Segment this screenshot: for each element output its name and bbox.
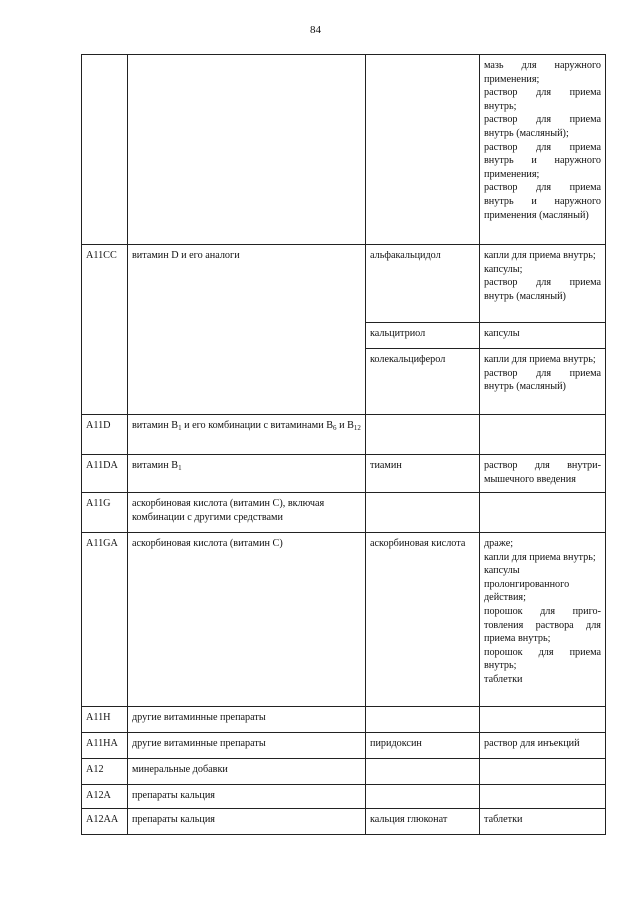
page-number: 84 — [310, 24, 321, 36]
group-cell — [128, 455, 366, 493]
atc-code-cell: A11G — [82, 493, 128, 533]
atc-code-cell: A11CC — [82, 245, 128, 415]
drug-cell — [366, 493, 480, 533]
drug-cell: кальция глюконат — [366, 809, 480, 835]
atc-code-cell: A12 — [82, 759, 128, 785]
drug-cell: аскорбиновая кислота — [366, 533, 480, 707]
form-line: капсулы — [484, 328, 520, 339]
forms-cell — [480, 809, 606, 835]
drug-cell: альфакальцидол — [366, 245, 480, 323]
form-line: раствор для приема внутрь; — [484, 87, 601, 112]
subscript: 1 — [178, 424, 182, 432]
atc-code-cell: A11DA — [82, 455, 128, 493]
forms-cell — [480, 55, 606, 245]
form-line: таблетки — [484, 673, 523, 685]
group-cell — [128, 55, 366, 245]
atc-code-cell: A11GA — [82, 533, 128, 707]
table-row — [82, 455, 606, 493]
table-row — [82, 809, 606, 835]
form-line: капли для приема внутрь; — [484, 250, 596, 261]
group-cell: аскорбиновая кислота (витамин С), включая комбинации с другими средствами — [128, 493, 366, 533]
table-row — [82, 759, 606, 785]
table-row — [82, 533, 606, 707]
table-row — [82, 245, 606, 323]
group-cell: другие витаминные препараты — [128, 733, 366, 759]
group-cell — [128, 415, 366, 455]
forms-cell — [480, 349, 606, 415]
forms-cell — [480, 707, 606, 733]
subscript: 12 — [353, 424, 361, 432]
subscript: 6 — [333, 424, 337, 432]
forms-cell — [480, 785, 606, 809]
drug-cell: кальцитриол — [366, 323, 480, 349]
group-cell: витамин D и его аналоги — [128, 245, 366, 415]
table-row — [82, 707, 606, 733]
form-line: капли для приема внутрь; — [484, 551, 596, 563]
group-text: витамин B — [132, 460, 179, 471]
group-cell: аскорбиновая кислота (витамин С) — [128, 533, 366, 707]
group-text: витамин B — [132, 420, 179, 431]
forms-cell — [480, 733, 606, 759]
group-cell: препараты кальция — [128, 809, 366, 835]
table-row — [82, 785, 606, 809]
form-line: мазь для наружного применения; — [484, 60, 601, 85]
forms-cell — [480, 415, 606, 455]
form-line: порошок для приго-товления раствора для приема внутрь; — [484, 605, 601, 645]
table-body — [82, 55, 606, 835]
atc-code-cell: A11D — [82, 415, 128, 455]
drug-cell — [366, 415, 480, 455]
drug-cell: колекальциферол — [366, 349, 480, 415]
forms-cell — [480, 323, 606, 349]
atc-code-cell: A12AA — [82, 809, 128, 835]
form-line: раствор для внутри-мышечного введения — [484, 460, 601, 485]
group-cell: другие витаминные препараты — [128, 707, 366, 733]
form-line: капсулы пролонгированного действия; — [484, 565, 570, 604]
drug-cell — [366, 55, 480, 245]
forms-cell — [480, 455, 606, 493]
form-line: раствор для приема внутрь (масляный) — [484, 277, 601, 302]
group-cell: минеральные добавки — [128, 759, 366, 785]
form-line: раствор для приема внутрь (масляный); — [484, 114, 601, 139]
forms-cell — [480, 493, 606, 533]
drug-cell: тиамин — [366, 455, 480, 493]
form-line: драже; — [484, 538, 514, 549]
group-text: и B — [336, 420, 354, 431]
table-row — [82, 415, 606, 455]
drug-table — [81, 54, 606, 835]
forms-cell — [480, 245, 606, 323]
atc-code-cell: A12A — [82, 785, 128, 809]
forms-cell — [480, 759, 606, 785]
table-row — [82, 733, 606, 759]
drug-cell — [366, 785, 480, 809]
form-line: капли для приема внутрь; — [484, 354, 596, 365]
group-cell: препараты кальция — [128, 785, 366, 809]
atc-code-cell: A11HA — [82, 733, 128, 759]
group-text: и его комбинации с витаминами B — [181, 420, 334, 431]
form-line: раствор для инъекций — [484, 738, 580, 749]
subscript: 1 — [178, 464, 182, 472]
table-row — [82, 493, 606, 533]
drug-cell — [366, 759, 480, 785]
form-line: раствор для приема внутрь (масляный) — [484, 367, 601, 393]
drug-cell: пиридоксин — [366, 733, 480, 759]
form-line: капсулы; — [484, 263, 523, 275]
drug-cell — [366, 707, 480, 733]
atc-code-cell — [82, 55, 128, 245]
form-line: раствор для приема внутрь и наружного применения (масляный) — [484, 182, 601, 221]
form-line: таблетки — [484, 814, 523, 825]
atc-code-cell: A11H — [82, 707, 128, 733]
form-line: раствор для приема внутрь и наружного применения; — [484, 141, 601, 180]
form-line: порошок для приема внутрь; — [484, 646, 601, 672]
table-row — [82, 55, 606, 245]
forms-cell — [480, 533, 606, 707]
